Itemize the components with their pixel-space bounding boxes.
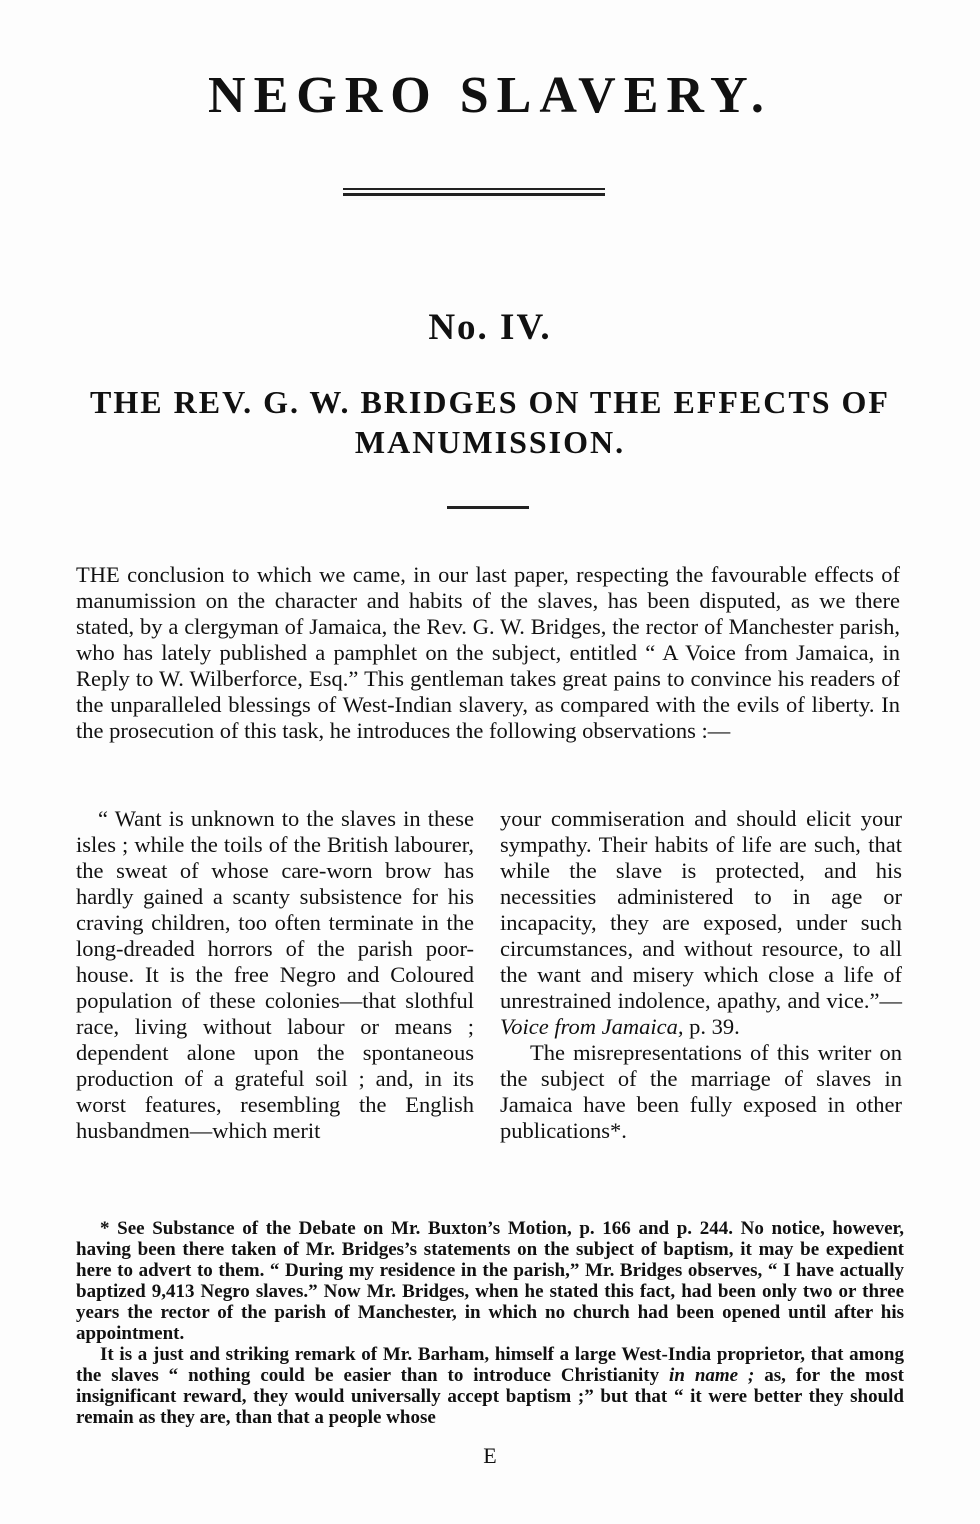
title-double-rule xyxy=(343,188,605,196)
article-subtitle: THE REV. G. W. BRIDGES ON THE EFFECTS OF MANUMISSION. xyxy=(90,384,890,460)
footnote-p2-start: It is a just and striking remark of Mr. Barham, himself a large West-India proprietor, that among the slaves “ nothing could be easier than to introduce Christianity xyxy=(76,1344,904,1386)
second-paragraph: The misrepresentations of this writer on the subject of the marriage of slaves in Jamaica have been fully exposed in other publications*. xyxy=(500,1040,902,1143)
right-column xyxy=(500,806,902,1144)
footnote xyxy=(76,1218,904,1428)
quote-continuation: your commiseration and should elicit your sympathy. Their habits of life are such, that while the slave is protected, and his necessities administered to in age or incapacity, they are exposed, under such circumstances, and without resource, to all the want and misery which close a life of unrestrained indolence, apathy, and vice.”— xyxy=(500,806,902,1013)
document-title: NEGRO SLAVERY. xyxy=(208,67,772,124)
quote-left-column: “ Want is unknown to the slaves in these isles ; while the toils of the British labourer, the sweat of whose care-worn brow has hardly gained a scanty subsistence for his craving children, too often terminate in the long-dreaded horrors of the parish poor-house. It is the free Negro and Coloured population of these colonies—that slothful race, living without labour or means ; dependent alone upon the spontaneous production of a grateful soil ; and, in its worst features, resembling the English husbandmen—which merit xyxy=(76,806,474,1143)
footnote-p2-italic: in name ; xyxy=(669,1365,755,1386)
citation-title: Voice from Jamaica, xyxy=(500,1014,684,1039)
quote-right-column xyxy=(500,806,902,1040)
citation-page: p. 39. xyxy=(683,1014,740,1039)
footnote-p2-end: as, for the most insignificant reward, they would universally accept baptism ;” but that “ it were better they should remain as they are, than that a people whose xyxy=(76,1365,905,1428)
footnote-paragraph-1: * See Substance of the Debate on Mr. Buxton’s Motion, p. 166 and p. 244. No notice, however, having been there taken of Mr. Bridges’s statements on the subject of baptism, it may be expedient here to advert to them. “ During my residence in the parish,” Mr. Bridges observes, “ I have actually baptized 9,413 Negro slaves.” Now Mr. Bridges, when he stated this fact, had been only two or three years the rector of the parish of Manchester, in which no church had been opened until after his appointment. xyxy=(76,1218,904,1344)
footnote-paragraph-2 xyxy=(76,1344,904,1428)
subtitle-rule xyxy=(447,506,529,509)
intro-paragraph: THE conclusion to which we came, in our last paper, respecting the favourable effects of manumission on the character and habits of the slaves, has been disputed, as we there stated, by a clergyman of Jamaica, the Rev. G. W. Bridges, the rector of Manchester parish, who has lately published a pamphlet on the subject, entitled “ A Voice from Jamaica, in Reply to W. Wilberforce, Esq.” This gentleman takes great pains to convince his readers of the unparalleled blessings of West-Indian slavery, as compared with the evils of liberty. In the prosecution of this task, he introduces the following observations :— xyxy=(76,562,900,743)
signature-mark: E xyxy=(483,1443,497,1468)
issue-number: No. IV. xyxy=(428,307,552,348)
